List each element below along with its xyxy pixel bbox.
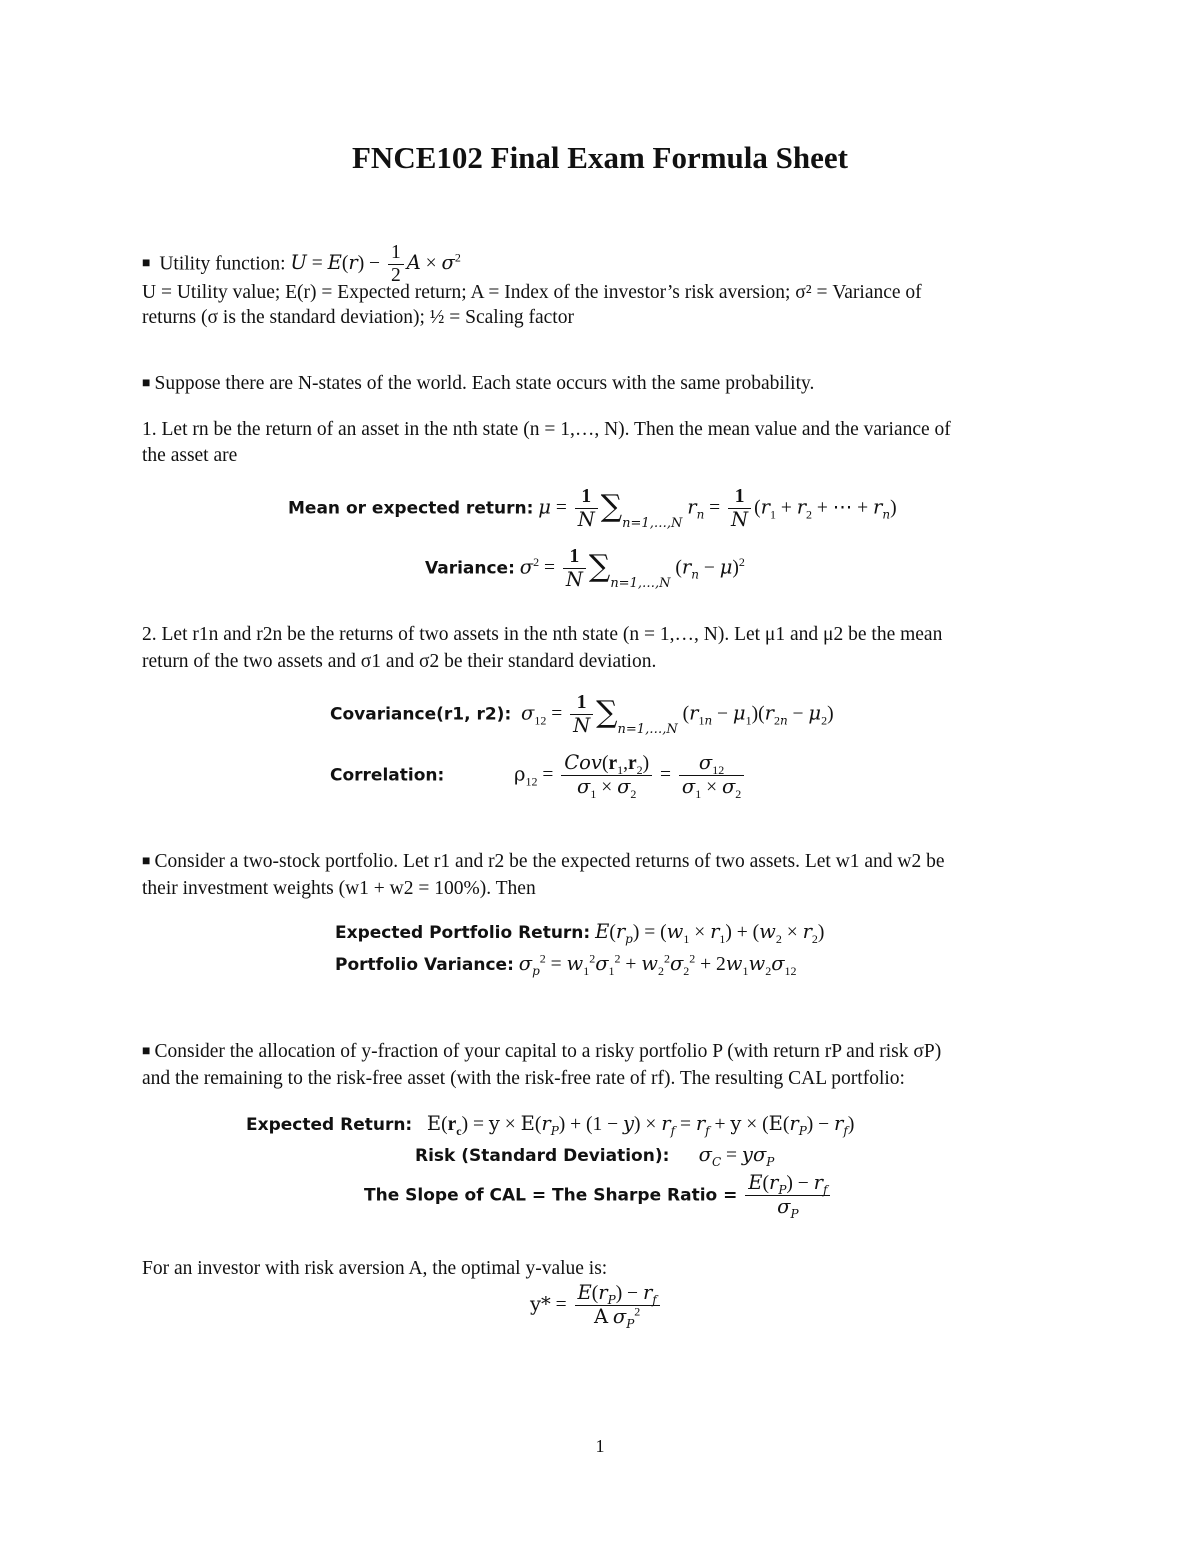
page-title: FNCE102 Final Exam Formula Sheet <box>352 140 848 175</box>
bullet-square-icon: ■ <box>142 1044 151 1059</box>
variance-label: Variance: <box>425 558 515 579</box>
page-number: 1 <box>595 1436 605 1456</box>
portfolio-intro-2: their investment weights (w1 + w2 = 100%). Then <box>142 878 536 899</box>
mean-equation: Mean or expected return: μ = $\frac{1}{N}$ $\sum_{n=1,\dots,N}$ $r_n$ = $\frac{1}{N}$ ($r_1 + r_2$ + ⋯ + $r_n$) <box>288 486 897 532</box>
cal-risk: Risk (Standard Deviation): $\sigma_C = y\sigma_P$ <box>415 1143 775 1169</box>
mean-label: Mean or expected return: <box>288 498 534 519</box>
cal-expected-return: Expected Return: $E(r_c) = y \times E(r_P) + (1 - y) \times r_f = r_f + y \times (E(r_P) - r_f)$ <box>246 1112 855 1138</box>
states-intro: ■ Suppose there are N-states of the world. Each state occurs with the same probability. <box>142 373 815 394</box>
bullet-square-icon: ■ <box>142 376 151 391</box>
portfolio-variance: Portfolio Variance: $\sigma_p^2 = w_1^2\sigma_1^2 + w_2^2\sigma_2^2 + 2w_1w_2\sigma_{12}$ <box>335 951 797 978</box>
states-item1-line1: 1. Let rn be the return of an asset in the nth state (n = 1,…, N). Then the mean value and the variance of <box>142 419 951 440</box>
expected-portfolio-label: Expected Portfolio Return: <box>335 923 591 943</box>
optimal-y-text: For an investor with risk aversion A, the optimal y-value is: <box>142 1258 608 1279</box>
correlation-equation: Correlation: $\rho_{12}$ = $\frac{Cov(r_1,r_2)}{\sigma_1 \times \sigma_2}$ = $\frac{\sigma_{12}}{\sigma_1 \times \sigma_2}$ <box>330 752 747 800</box>
cal-risk-label: Risk (Standard Deviation): <box>415 1146 670 1166</box>
covariance-label: Covariance(r1, r2): <box>330 704 512 725</box>
correlation-label: Correlation: <box>330 765 445 786</box>
utility-definition-2: returns (σ is the standard deviation); ½ = Scaling factor <box>142 307 574 328</box>
utility-definition-1: U = Utility value; E(r) = Expected return; A = Index of the investor’s risk aversion; σ² = Variance of <box>142 282 922 303</box>
states-item2-line2: return of the two assets and σ1 and σ2 be their standard deviation. <box>142 651 657 672</box>
portfolio-variance-label: Portfolio Variance: <box>335 955 514 975</box>
expected-portfolio-return: Expected Portfolio Return: $E(r_p) = (w_1 \times r_1) + (w_2 \times r_2)$ <box>335 920 825 946</box>
cal-intro-2: and the remaining to the risk-free asset (with the risk-free rate of rf). The resulting CAL portfolio: <box>142 1068 905 1089</box>
utility-label: Utility function: <box>159 253 286 275</box>
bullet-square-icon: ■ <box>142 854 151 869</box>
states-item1-line2: the asset are <box>142 445 238 466</box>
cal-slope: The Slope of CAL = The Sharpe Ratio = $\frac{E(r_P) - r_f}{\sigma_P}$ <box>364 1172 833 1220</box>
cal-expected-label: Expected Return: <box>246 1115 413 1135</box>
optimal-y-equation: y* = $\frac{E(r_P) - r_f}{A \sigma_P^2}$ <box>530 1282 663 1330</box>
states-item2-line1: 2. Let r1n and r2n be the returns of two assets in the nth state (n = 1,…, N). Let μ1 and μ2 be the mean <box>142 624 943 645</box>
cal-slope-label: The Slope of CAL = The Sharpe Ratio = <box>364 1185 738 1206</box>
cal-intro-1: ■ Consider the allocation of y-fraction of your capital to a risky portfolio P (with return rP and risk σP) <box>142 1041 942 1062</box>
portfolio-intro-1: ■ Consider a two-stock portfolio. Let r1 and r2 be the expected returns of two assets. Let w1 and w2 be <box>142 851 945 872</box>
variance-equation: Variance: $\sigma^2$ = $\frac{1}{N}$ $\sum_{n=1,\dots,N}$ $(r_n - \mu)^2$ <box>425 546 745 592</box>
covariance-equation: Covariance(r1, r2): $\sigma_{12}$ = $\frac{1}{N}$ $\sum_{n=1,\dots,N}$ $(r_{1n} - \mu_1)(r_{2n} - \mu_2)$ <box>330 692 834 738</box>
utility-equation: U = E(r) − $\frac{1}{2}$ $A \times \sigma^2$ <box>290 242 461 287</box>
bullet-square-icon: ■ <box>142 256 151 272</box>
